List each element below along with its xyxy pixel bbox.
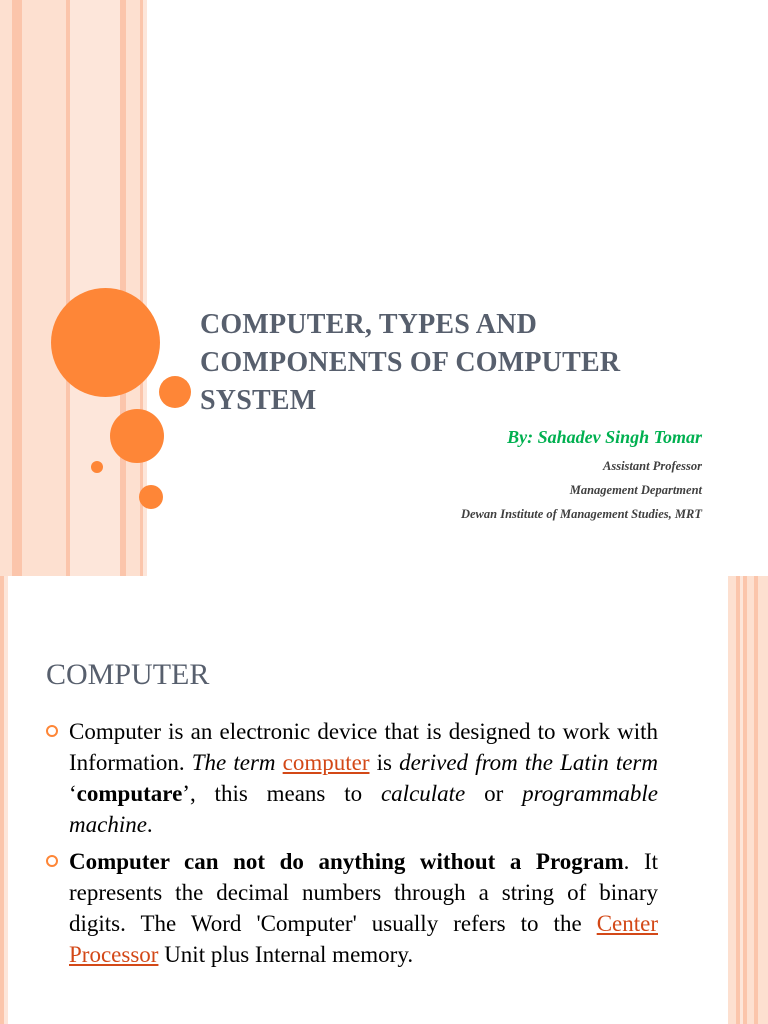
bullet-item <box>46 846 658 970</box>
decorative-band <box>758 576 768 1024</box>
decorative-band <box>747 576 754 1024</box>
decorative-circle-small <box>139 485 163 509</box>
text-run: derived from the Latin term <box>399 750 658 775</box>
author-role: Assistant Professor <box>603 459 702 473</box>
decorative-band <box>12 0 22 576</box>
decorative-band <box>728 576 736 1024</box>
text-run: . <box>146 812 153 837</box>
decorative-band <box>0 0 12 576</box>
center-processor-link[interactable]: Center Processor <box>69 911 658 967</box>
decorative-band <box>126 0 140 576</box>
decorative-band <box>22 0 66 576</box>
bullet-item <box>46 716 658 840</box>
text-run: programmable machine <box>69 781 658 837</box>
text-run: calculate <box>380 781 466 806</box>
computer-link[interactable]: computer <box>282 750 370 775</box>
title-line: COMPUTER, TYPES AND <box>200 309 537 340</box>
text-run: computare <box>76 781 183 806</box>
text-run: ‘ <box>69 781 77 806</box>
title-line: SYSTEM <box>200 385 317 416</box>
decorative-circle-small <box>159 376 191 408</box>
bullet-ring-icon <box>46 855 58 867</box>
content-slide <box>0 576 768 1024</box>
text-run: Computer can not do anything without a Program <box>69 849 624 874</box>
author-institute: Dewan Institute of Management Studies, MRT <box>460 507 702 521</box>
decorative-circle-large <box>51 288 160 397</box>
presentation-title <box>200 306 720 420</box>
title-line: COMPONENTS OF COMPUTER <box>200 347 621 378</box>
decorative-circle-dot <box>91 461 103 473</box>
decorative-band <box>4 576 8 1024</box>
bullet-list <box>46 716 658 976</box>
text-run: The term <box>191 750 283 775</box>
text-run: ’, this means to <box>182 781 381 806</box>
slide-heading: COMPUTER <box>46 658 210 691</box>
decorative-circle-medium <box>110 409 164 463</box>
text-run: is <box>369 750 400 775</box>
author-department: Management Department <box>569 483 702 497</box>
author-byline: By: Sahadev Singh Tomar <box>507 427 702 447</box>
text-run: Unit plus Internal memory. <box>158 942 414 967</box>
text-run: or <box>465 781 523 806</box>
text-run: . It represents the decimal numbers through a string of binary digits. The Word 'Computer' usually refers to the <box>69 849 658 936</box>
text-run: Computer is an electronic device that is designed to work with Information. <box>69 719 658 775</box>
bullet-ring-icon <box>46 725 58 737</box>
